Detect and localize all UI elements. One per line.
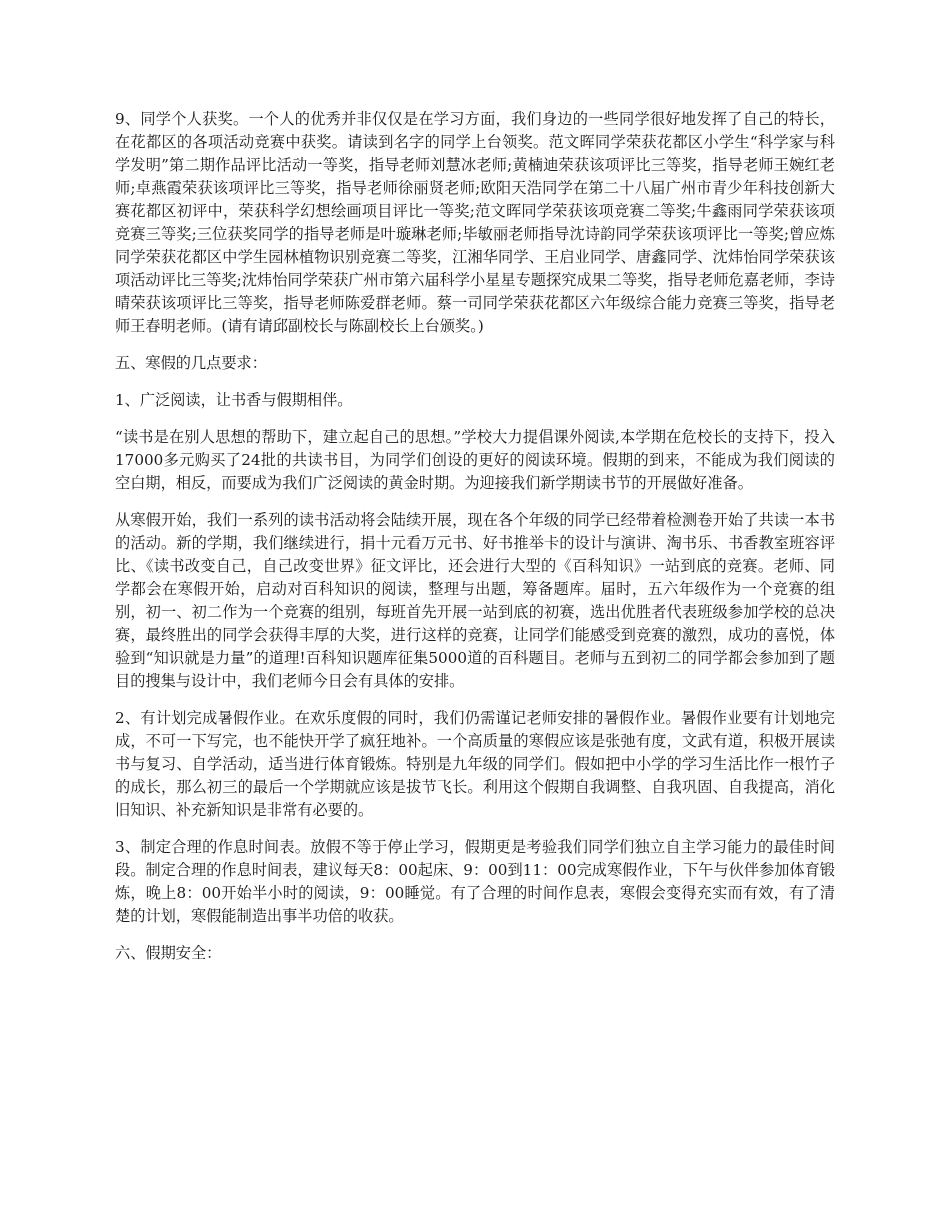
paragraph-reading-activities: 从寒假开始，我们一系列的读书活动将会陆续开展，现在各个年级的同学已经带着检测卷开始了共读一本书的活动。新的学期，我们继续进行，捐十元看万元书、好书推举卡的设计与演讲、淘书乐、书香教室班容评比、《读书改变自己，自己改变世界》征文评比，还会进行大型的《百科知识》一站到底的竞赛。老师、同学都会在寒假开始，启动对百科知识的阅读，整理与出题，筹备题库。届时，五六年级作为一个竞赛的组别，初一、初二作为一个竞赛的组别，每班首先开展一站到底的初赛，选出优胜者代表班级参加学校的总决赛，最终胜出的同学会获得丰厚的大奖，进行这样的竞赛，让同学们能感受到竞赛的激烈，成功的喜悦，体验到“知识就是力量”的道理!百科知识题库征集5000道的百科题目。老师与五到初二的同学都会参加到了题目的搜集与设计中，我们老师今日会有具体的安排。: [115, 511, 835, 690]
paragraph-schedule: 3、制定合理的作息时间表。放假不等于停止学习，假期更是考验我们同学们独立自主学习能力的最佳时间段。制定合理的作息时间表，建议每天8：00起床、9：00到11：00完成寒假作业，下午与伙伴参加体育锻炼，晚上8：00开始半小时的阅读，9：00睡觉。有了合理的时间作息表，寒假会变得充实而有效，有了清楚的计划，寒假能制造出事半功倍的收获。: [115, 838, 835, 925]
paragraph-homework-plan: 2、有计划完成暑假作业。在欢乐度假的同时，我们仍需谨记老师安排的暑假作业。暑假作业要有计划地完成，不可一下写完，也不能快开学了疯狂地补。一个高质量的寒假应该是张弛有度，文武有道，积极开展读书与复习、自学活动，适当进行体育锻炼。特别是九年级的同学们。假如把中小学的学习生活比作一根竹子的成长，那么初三的最后一个学期就应该是拔节飞长。利用这个假期自我调整、自我巩固、自我提高，消化旧知识、补充新知识是非常有必要的。: [115, 709, 835, 819]
paragraph-reading-quote: “读书是在别人思想的帮助下，建立起自己的思想。”学校大力提倡课外阅读,本学期在危校长的支持下，投入17000多元购买了24批的共读书目，为同学们创设的更好的阅读环境。假期的到来，不能成为我们阅读的空白期，相反，而要成为我们广泛阅读的黄金时期。为迎接我们新学期读书节的开展做好准备。: [115, 428, 835, 492]
document-body: [115, 108, 835, 979]
section-heading-holiday-safety: 六、假期安全：: [115, 944, 222, 962]
paragraph-individual-awards: 9、同学个人获奖。一个人的优秀并非仅仅是在学习方面，我们身边的一些同学很好地发挥了自己的特长，在花都区的各项活动竞赛中获奖。请读到名字的同学上台领奖。范文晖同学荣获花都区小学生“科学家与科学发明”第二期作品评比活动一等奖，指导老师刘慧冰老师;黄楠迪荣获该项评比三等奖，指导老师王婉红老师;卓燕霞荣获该项评比三等奖，指导老师徐丽贤老师;欧阳天浩同学在第二十八届广州市青少年科技创新大赛花都区初评中，荣获科学幻想绘画项目评比一等奖;范文晖同学荣获该项竞赛二等奖;牛鑫雨同学荣获该项竞赛三等奖;三位获奖同学的指导老师是叶璇琳老师;毕敏丽老师指导沈诗韵同学荣获该项评比一等奖;曾应炼同学荣获花都区中学生园林植物识别竞赛二等奖，江湘华同学、王启业同学、唐鑫同学、沈炜怡同学荣获该项活动评比三等奖;沈炜怡同学荣获广州市第六届科学小星星专题探究成果二等奖，指导老师危嘉老师，李诗晴荣获该项评比三等奖，指导老师陈爱群老师。蔡一司同学荣获花都区六年级综合能力竞赛三等奖，指导老师王春明老师。(请有请邱副校长与陈副校长上台颁奖。): [115, 110, 835, 335]
section-heading-winter-requirements: 五、寒假的几点要求：: [115, 354, 267, 372]
subheading-reading: 1、广泛阅读，让书香与假期相伴。: [115, 391, 353, 409]
